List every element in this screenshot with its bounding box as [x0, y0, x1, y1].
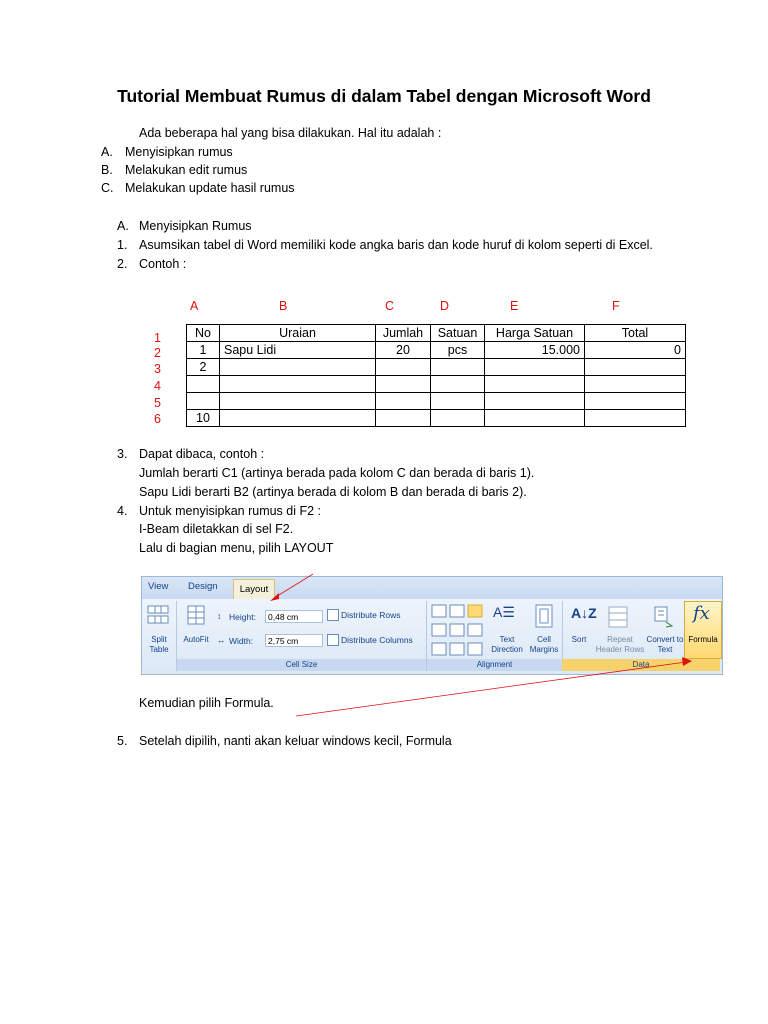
row-number: 3 — [154, 362, 161, 376]
row-number: 4 — [154, 379, 161, 393]
formula-button[interactable]: Formula — [688, 635, 718, 644]
tab-view[interactable]: View — [148, 581, 169, 592]
column-letter: D — [440, 299, 450, 313]
step-text: Asumsikan tabel di Word memiliki kode angka baris dan kode huruf di kolom seperti di Excel. — [139, 238, 653, 252]
layout-arrow-head — [270, 593, 279, 601]
formula-arrow — [296, 662, 686, 716]
table-header-cell: Uraian — [220, 325, 376, 342]
table-cell: 1 — [187, 342, 220, 359]
table-cell: 10 — [187, 410, 220, 427]
step-text: Setelah dipilih, nanti akan keluar windows kecil, Formula — [139, 734, 452, 748]
cell-size-group-label: Cell Size — [177, 659, 426, 671]
list-marker: C. — [101, 181, 114, 195]
table-header-cell: Satuan — [431, 325, 485, 342]
distribute-columns-button[interactable]: Distribute Columns — [341, 635, 413, 645]
table-cell: 0 — [585, 342, 686, 359]
table-header-cell: Total — [585, 325, 686, 342]
list-marker: A. — [101, 145, 113, 159]
height-label: Height: — [229, 612, 256, 622]
column-letter: E — [510, 299, 519, 313]
step-text: I-Beam diletakkan di sel F2. — [139, 522, 294, 536]
step-marker: 1. — [117, 238, 128, 252]
list-item: Menyisipkan rumus — [125, 145, 233, 159]
repeat-header-rows-button[interactable]: Repeat Header Rows — [595, 635, 645, 654]
text-direction-button[interactable]: Text Direction — [491, 635, 523, 654]
distribute-rows-button[interactable]: Distribute Rows — [341, 610, 401, 620]
table-cell: Sapu Lidi — [220, 342, 376, 359]
step-text: Jumlah berarti C1 (artinya berada pada kolom C dan berada di baris 1). — [139, 466, 535, 480]
cell-margins-button[interactable]: Cell Margins — [529, 635, 559, 654]
width-input[interactable]: 2,75 cm — [265, 634, 323, 647]
step-text: Kemudian pilih Formula. — [139, 696, 274, 710]
column-letter: B — [279, 299, 288, 313]
formula-icon: fx — [693, 603, 710, 624]
row-number: 5 — [154, 396, 161, 410]
layout-arrow — [274, 574, 313, 598]
section-heading: Menyisipkan Rumus — [139, 219, 252, 233]
step-marker: 5. — [117, 734, 128, 748]
column-letter: F — [612, 299, 620, 313]
sort-button[interactable]: Sort — [571, 635, 587, 644]
section-marker: A. — [117, 219, 129, 233]
height-input[interactable]: 0,48 cm — [265, 610, 323, 623]
split-table-button[interactable]: Split Table — [149, 635, 169, 654]
row-number: 2 — [154, 346, 161, 360]
step-text: Sapu Lidi berarti B2 (artinya berada di kolom B dan berada di baris 2). — [139, 485, 527, 499]
table-header-cell: Jumlah — [376, 325, 431, 342]
row-number: 6 — [154, 412, 161, 426]
step-marker: 2. — [117, 257, 128, 271]
tab-layout[interactable]: Layout — [233, 579, 275, 600]
table-cell: 20 — [376, 342, 431, 359]
data-group-label: Data — [632, 660, 650, 669]
step-text: Lalu di bagian menu, pilih LAYOUT — [139, 541, 334, 555]
list-item: Melakukan edit rumus — [125, 163, 248, 177]
table-header-cell: Harga Satuan — [485, 325, 585, 342]
page-title: Tutorial Membuat Rumus di dalam Tabel dengan Microsoft Word — [117, 86, 651, 106]
text-direction-icon: A☰ — [493, 604, 515, 620]
height-icon: ↕ — [217, 611, 222, 621]
width-label: Width: — [229, 636, 254, 646]
table-header-cell: No — [187, 325, 220, 342]
formula-arrow-head — [682, 657, 692, 666]
column-letter: C — [385, 299, 395, 313]
list-item: Melakukan update hasil rumus — [125, 181, 295, 195]
tab-design[interactable]: Design — [188, 581, 218, 592]
step-text: Contoh : — [139, 257, 187, 271]
alignment-group-label: Alignment — [427, 659, 562, 671]
table-cell: 15.000 — [485, 342, 585, 359]
table-cell: 2 — [187, 359, 220, 376]
intro-text: Ada beberapa hal yang bisa dilakukan. Hal itu adalah : — [139, 126, 442, 140]
sort-icon: A↓Z — [571, 605, 597, 621]
convert-to-text-button[interactable]: Convert to Text — [646, 635, 684, 654]
width-icon: ↔ — [217, 635, 226, 645]
step-text: Untuk menyisipkan rumus di F2 : — [139, 504, 322, 518]
column-letter: A — [190, 299, 199, 313]
table-cell: pcs — [431, 342, 485, 359]
row-number: 1 — [154, 331, 161, 345]
step-marker: 3. — [117, 447, 128, 461]
step-text: Dapat dibaca, contoh : — [139, 447, 265, 461]
list-marker: B. — [101, 163, 113, 177]
step-marker: 4. — [117, 504, 128, 518]
autofit-button[interactable]: AutoFit — [183, 635, 209, 644]
